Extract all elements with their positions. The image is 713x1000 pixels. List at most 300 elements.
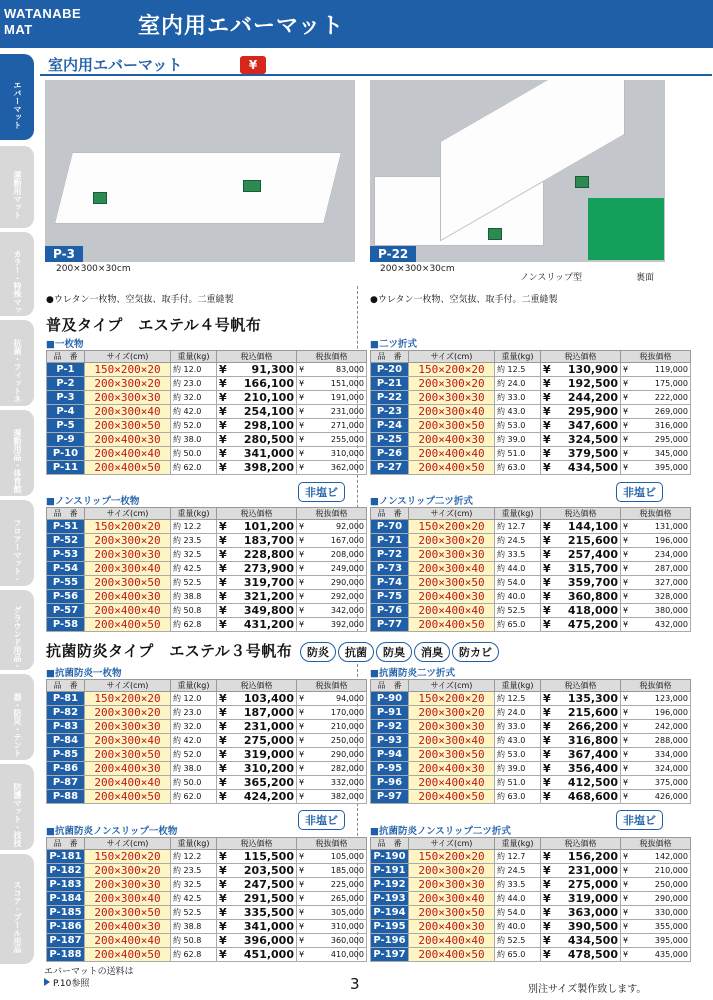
column-header-notax: 税抜価格 xyxy=(621,508,691,520)
size-cell: 200×400×40 xyxy=(85,934,171,948)
photo-tag: P-22 xyxy=(370,246,416,262)
tax-price-cell xyxy=(541,548,621,562)
yen-symbol: ¥ xyxy=(543,618,551,631)
yen-symbol: ¥ xyxy=(219,734,227,747)
table-row xyxy=(371,433,691,447)
price-value: 319,000 xyxy=(567,892,618,905)
table-row xyxy=(371,548,691,562)
column-header-tax: 税込価格 xyxy=(541,838,621,850)
price-value: 215,600 xyxy=(567,534,618,547)
notax-price-cell xyxy=(297,748,367,762)
price-value: 349,800 xyxy=(243,604,294,617)
table-row xyxy=(371,405,691,419)
price-value: 434,500 xyxy=(567,461,618,474)
yen-symbol: ¥ xyxy=(623,792,629,801)
yen-symbol: ¥ xyxy=(299,764,305,773)
sidebar-tab[interactable]: エバーマット xyxy=(0,54,34,140)
yen-symbol: ¥ xyxy=(623,578,629,587)
tax-price-cell xyxy=(541,934,621,948)
notax-price-cell xyxy=(621,920,691,934)
yen-symbol: ¥ xyxy=(299,736,305,745)
tax-price-cell xyxy=(217,934,297,948)
table-row xyxy=(371,948,691,962)
notax-price-cell xyxy=(297,618,367,632)
yen-symbol: ¥ xyxy=(219,377,227,390)
product-code: P-9 xyxy=(47,433,85,447)
notax-price-cell xyxy=(297,548,367,562)
column-header-tax: 税込価格 xyxy=(541,351,621,363)
tax-price-cell xyxy=(541,948,621,962)
table-row xyxy=(47,461,367,475)
column-header-code: 品 番 xyxy=(47,838,85,850)
product-code: P-70 xyxy=(371,520,409,534)
size-cell: 200×300×20 xyxy=(85,864,171,878)
price-value: 342,000 xyxy=(330,606,364,615)
tax-price-cell xyxy=(541,734,621,748)
tax-price-cell xyxy=(217,748,297,762)
size-cell: 200×400×40 xyxy=(409,604,495,618)
product-code: P-97 xyxy=(371,790,409,804)
product-code: P-52 xyxy=(47,534,85,548)
column-header-size: サイズ(cm) xyxy=(85,508,171,520)
price-value: 92,000 xyxy=(336,522,364,531)
price-value: 334,000 xyxy=(654,750,688,759)
product-code: P-96 xyxy=(371,776,409,790)
yen-symbol: ¥ xyxy=(299,421,305,430)
sidebar-tab[interactable]: グラウンド用品・ xyxy=(0,590,34,670)
notax-price-cell xyxy=(621,590,691,604)
notax-price-cell xyxy=(621,618,691,632)
price-value: 250,000 xyxy=(330,736,364,745)
size-cell: 200×300×50 xyxy=(85,419,171,433)
table-row xyxy=(47,377,367,391)
tax-price-cell xyxy=(217,762,297,776)
price-value: 101,200 xyxy=(243,520,294,533)
tax-price-cell xyxy=(541,762,621,776)
price-value: 292,000 xyxy=(330,592,364,601)
price-value: 123,000 xyxy=(654,694,688,703)
weight-cell: 約 38.0 xyxy=(171,433,217,447)
size-cell: 200×300×20 xyxy=(85,377,171,391)
weight-cell: 約 42.0 xyxy=(171,405,217,419)
yen-symbol: ¥ xyxy=(299,620,305,629)
price-value: 273,900 xyxy=(243,562,294,575)
column-header-size: サイズ(cm) xyxy=(409,508,495,520)
yen-symbol: ¥ xyxy=(219,748,227,761)
weight-cell: 約 38.0 xyxy=(171,762,217,776)
yen-symbol: ¥ xyxy=(543,363,551,376)
product-code: P-51 xyxy=(47,520,85,534)
notax-price-cell xyxy=(297,934,367,948)
price-value: 395,000 xyxy=(654,463,688,472)
notax-price-cell xyxy=(297,576,367,590)
column-header-weight: 重量(kg) xyxy=(171,838,217,850)
table-row xyxy=(47,447,367,461)
tax-price-cell xyxy=(217,590,297,604)
price-value: 424,200 xyxy=(243,790,294,803)
notax-price-cell xyxy=(621,363,691,377)
weight-cell: 約 12.7 xyxy=(495,520,541,534)
yen-symbol: ¥ xyxy=(623,620,629,629)
price-value: 119,000 xyxy=(654,365,688,374)
size-cell: 200×300×40 xyxy=(409,734,495,748)
column-header-tax: 税込価格 xyxy=(541,680,621,692)
column-header-notax: 税抜価格 xyxy=(297,508,367,520)
size-cell: 200×300×40 xyxy=(85,892,171,906)
price-value: 250,000 xyxy=(654,880,688,889)
notax-price-cell xyxy=(621,419,691,433)
price-value: 316,800 xyxy=(567,734,618,747)
yen-symbol: ¥ xyxy=(543,878,551,891)
size-cell: 200×400×30 xyxy=(409,433,495,447)
yen-symbol: ¥ xyxy=(219,391,227,404)
size-cell: 200×400×30 xyxy=(409,920,495,934)
yen-symbol: ¥ xyxy=(623,764,629,773)
tax-price-cell xyxy=(217,548,297,562)
size-cell: 200×300×40 xyxy=(409,892,495,906)
price-value: 210,100 xyxy=(243,391,294,404)
tax-price-cell xyxy=(217,419,297,433)
table-row xyxy=(47,391,367,405)
weight-cell: 約 43.0 xyxy=(495,734,541,748)
price-value: 335,500 xyxy=(243,906,294,919)
price-value: 295,900 xyxy=(567,405,618,418)
weight-cell: 約 52.5 xyxy=(495,604,541,618)
notax-price-cell xyxy=(297,864,367,878)
price-value: 244,200 xyxy=(567,391,618,404)
column-header-size: サイズ(cm) xyxy=(85,838,171,850)
product-code: P-84 xyxy=(47,734,85,748)
size-cell: 200×400×50 xyxy=(85,948,171,962)
weight-cell: 約 43.0 xyxy=(495,405,541,419)
yen-symbol: ¥ xyxy=(543,604,551,617)
yen-symbol: ¥ xyxy=(299,722,305,731)
table-row xyxy=(47,906,367,920)
table-row xyxy=(371,419,691,433)
weight-cell: 約 42.5 xyxy=(171,562,217,576)
size-cell: 200×400×40 xyxy=(85,604,171,618)
notax-price-cell xyxy=(297,391,367,405)
price-value: 328,000 xyxy=(654,592,688,601)
price-value: 347,600 xyxy=(567,419,618,432)
weight-cell: 約 54.0 xyxy=(495,576,541,590)
table-row xyxy=(47,892,367,906)
table-row xyxy=(47,864,367,878)
notax-price-cell xyxy=(297,377,367,391)
price-value: 341,000 xyxy=(243,920,294,933)
table-title: ■抗菌防炎二ツ折式 xyxy=(370,668,455,679)
product-code: P-71 xyxy=(371,534,409,548)
product-code: P-57 xyxy=(47,604,85,618)
weight-cell: 約 24.0 xyxy=(495,377,541,391)
yen-symbol: ¥ xyxy=(299,792,305,801)
notax-price-cell xyxy=(621,405,691,419)
product-code: P-195 xyxy=(371,920,409,934)
tax-price-cell xyxy=(541,776,621,790)
sidebar-tab[interactable]: 抗菌・フィットネ xyxy=(0,320,34,406)
table-row xyxy=(47,706,367,720)
sidebar-tab[interactable]: 運動用マット xyxy=(0,146,34,228)
price-table xyxy=(370,837,691,962)
yen-symbol: ¥ xyxy=(299,578,305,587)
size-cell: 150×200×20 xyxy=(85,520,171,534)
notax-price-cell xyxy=(621,864,691,878)
price-value: 266,200 xyxy=(567,720,618,733)
notax-price-cell xyxy=(621,433,691,447)
price-table xyxy=(46,350,367,475)
section-title: 室内用エバーマット xyxy=(48,56,183,74)
yen-symbol: ¥ xyxy=(299,936,305,945)
column-header-weight: 重量(kg) xyxy=(495,838,541,850)
size-cell: 200×400×30 xyxy=(85,433,171,447)
tax-price-cell xyxy=(217,461,297,475)
tax-price-cell xyxy=(541,864,621,878)
yen-symbol: ¥ xyxy=(299,379,305,388)
notax-price-cell xyxy=(297,762,367,776)
product-code: P-1 xyxy=(47,363,85,377)
yen-symbol: ¥ xyxy=(299,449,305,458)
weight-cell: 約 12.5 xyxy=(495,692,541,706)
notax-price-cell xyxy=(621,748,691,762)
notax-price-cell xyxy=(297,419,367,433)
yen-symbol: ¥ xyxy=(623,880,629,889)
price-value: 319,700 xyxy=(243,576,294,589)
weight-cell: 約 53.0 xyxy=(495,748,541,762)
yen-symbol: ¥ xyxy=(299,592,305,601)
price-value: 360,800 xyxy=(567,590,618,603)
notax-price-cell xyxy=(621,520,691,534)
tax-price-cell xyxy=(217,892,297,906)
product-code: P-193 xyxy=(371,892,409,906)
size-cell: 200×300×40 xyxy=(409,405,495,419)
column-header-size: サイズ(cm) xyxy=(85,680,171,692)
yen-symbol: ¥ xyxy=(623,708,629,717)
size-cell: 200×400×40 xyxy=(85,776,171,790)
size-cell: 200×400×40 xyxy=(409,447,495,461)
yen-symbol: ¥ xyxy=(543,433,551,446)
notax-price-cell xyxy=(297,433,367,447)
table-title: ■ノンスリップ一枚物 xyxy=(46,496,140,507)
feature-pill: 消臭 xyxy=(414,642,450,662)
table-row xyxy=(371,520,691,534)
yen-symbol: ¥ xyxy=(299,564,305,573)
notax-price-cell xyxy=(621,934,691,948)
product-code: P-190 xyxy=(371,850,409,864)
table-row xyxy=(371,776,691,790)
price-value: 254,100 xyxy=(243,405,294,418)
tax-price-cell xyxy=(217,850,297,864)
price-value: 392,000 xyxy=(330,620,364,629)
size-cell: 200×400×50 xyxy=(85,790,171,804)
sidebar-tab[interactable]: 器・防災・テント xyxy=(0,674,34,760)
tax-price-cell xyxy=(541,461,621,475)
notax-price-cell xyxy=(297,461,367,475)
shipping-note-ref: P.10参照 xyxy=(44,978,134,990)
weight-cell: 約 63.0 xyxy=(495,461,541,475)
table-row xyxy=(47,604,367,618)
table-row xyxy=(371,864,691,878)
table-row xyxy=(47,748,367,762)
product-code: P-58 xyxy=(47,618,85,632)
notax-price-cell xyxy=(297,363,367,377)
yen-symbol: ¥ xyxy=(623,365,629,374)
table-row xyxy=(371,706,691,720)
yen-symbol: ¥ xyxy=(543,864,551,877)
tax-price-cell xyxy=(541,590,621,604)
table-title: ■抗菌防炎ノンスリップ一枚物 xyxy=(46,826,178,837)
tax-price-cell xyxy=(541,520,621,534)
size-cell: 200×300×30 xyxy=(85,548,171,562)
table-row xyxy=(47,618,367,632)
yen-symbol: ¥ xyxy=(623,736,629,745)
weight-cell: 約 32.5 xyxy=(171,548,217,562)
yen-symbol: ¥ xyxy=(623,463,629,472)
yen-symbol: ¥ xyxy=(623,778,629,787)
custom-size-note: 別注サイズ製作致します。 xyxy=(528,984,647,995)
weight-cell: 約 33.5 xyxy=(495,878,541,892)
tax-price-cell xyxy=(541,363,621,377)
size-cell: 200×300×50 xyxy=(409,748,495,762)
product-code: P-194 xyxy=(371,906,409,920)
size-cell: 200×300×50 xyxy=(85,576,171,590)
yen-symbol: ¥ xyxy=(219,562,227,575)
product-code: P-81 xyxy=(47,692,85,706)
yen-symbol: ¥ xyxy=(219,363,227,376)
weight-cell: 約 40.0 xyxy=(495,590,541,604)
size-cell: 200×300×30 xyxy=(409,878,495,892)
price-value: 359,700 xyxy=(567,576,618,589)
size-cell: 200×300×40 xyxy=(409,562,495,576)
product-code: P-27 xyxy=(371,461,409,475)
column-header-code: 品 番 xyxy=(371,351,409,363)
price-value: 115,500 xyxy=(243,850,294,863)
weight-cell: 約 51.0 xyxy=(495,447,541,461)
price-value: 298,100 xyxy=(243,419,294,432)
product-code: P-94 xyxy=(371,748,409,762)
column-header-notax: 税抜価格 xyxy=(297,680,367,692)
product-code: P-20 xyxy=(371,363,409,377)
notax-price-cell xyxy=(297,906,367,920)
yen-symbol: ¥ xyxy=(543,850,551,863)
size-cell: 150×200×20 xyxy=(85,850,171,864)
column-header-weight: 重量(kg) xyxy=(495,508,541,520)
weight-cell: 約 40.0 xyxy=(495,920,541,934)
price-value: 196,000 xyxy=(654,536,688,545)
notax-price-cell xyxy=(621,534,691,548)
yen-symbol: ¥ xyxy=(543,948,551,961)
size-cell: 200×400×50 xyxy=(85,618,171,632)
brand-logo xyxy=(4,6,81,38)
product-code: P-23 xyxy=(371,405,409,419)
price-value: 435,000 xyxy=(654,950,688,959)
notax-price-cell xyxy=(297,920,367,934)
price-value: 142,000 xyxy=(654,852,688,861)
tax-price-cell xyxy=(541,405,621,419)
column-header-code: 品 番 xyxy=(371,838,409,850)
price-value: 265,000 xyxy=(330,894,364,903)
price-value: 192,500 xyxy=(567,377,618,390)
weight-cell: 約 53.0 xyxy=(495,419,541,433)
table-row xyxy=(371,377,691,391)
product-code: P-24 xyxy=(371,419,409,433)
table-row xyxy=(47,762,367,776)
sidebar-tab[interactable]: カラー・特殊マッ xyxy=(0,232,34,316)
price-value: 319,000 xyxy=(243,748,294,761)
non-pvc-badge: 非塩ビ xyxy=(616,482,663,502)
price-table xyxy=(370,350,691,475)
notax-price-cell xyxy=(621,377,691,391)
yen-symbol: ¥ xyxy=(299,365,305,374)
weight-cell: 約 54.0 xyxy=(495,906,541,920)
weight-cell: 約 50.8 xyxy=(171,604,217,618)
size-cell: 200×300×50 xyxy=(409,419,495,433)
product-code: P-56 xyxy=(47,590,85,604)
table-row xyxy=(371,604,691,618)
weight-cell: 約 32.0 xyxy=(171,391,217,405)
yen-symbol: ¥ xyxy=(623,750,629,759)
product-code: P-82 xyxy=(47,706,85,720)
price-value: 316,000 xyxy=(654,421,688,430)
size-cell: 200×300×20 xyxy=(409,706,495,720)
yen-symbol: ¥ xyxy=(219,405,227,418)
weight-cell: 約 62.0 xyxy=(171,461,217,475)
tax-price-cell xyxy=(541,692,621,706)
weight-cell: 約 52.5 xyxy=(495,934,541,948)
weight-cell: 約 23.5 xyxy=(171,864,217,878)
column-header-code: 品 番 xyxy=(47,351,85,363)
yen-symbol: ¥ xyxy=(543,892,551,905)
yen-symbol: ¥ xyxy=(219,461,227,474)
price-value: 398,200 xyxy=(243,461,294,474)
yen-symbol: ¥ xyxy=(299,694,305,703)
table-row xyxy=(47,720,367,734)
weight-cell: 約 38.8 xyxy=(171,920,217,934)
size-cell: 200×400×30 xyxy=(85,920,171,934)
price-value: 242,000 xyxy=(654,722,688,731)
tax-price-cell xyxy=(217,776,297,790)
table-row xyxy=(371,576,691,590)
mat-handle-icon xyxy=(488,228,502,240)
sidebar-tab[interactable]: スコア・プール用品 xyxy=(0,854,34,964)
yen-symbol: ¥ xyxy=(623,536,629,545)
yen-symbol: ¥ xyxy=(623,379,629,388)
size-cell: 200×300×50 xyxy=(85,748,171,762)
tax-price-cell xyxy=(541,706,621,720)
sidebar-tab[interactable]: フロアーマット・ xyxy=(0,500,34,586)
notax-price-cell xyxy=(621,391,691,405)
notax-price-cell xyxy=(621,447,691,461)
price-value: 360,000 xyxy=(330,936,364,945)
column-header-size: サイズ(cm) xyxy=(85,351,171,363)
sidebar-tab[interactable]: 防護マット・技技 xyxy=(0,764,34,850)
yen-symbol: ¥ xyxy=(543,562,551,575)
yen-symbol: ¥ xyxy=(219,864,227,877)
column-header-notax: 税抜価格 xyxy=(297,838,367,850)
price-value: 210,000 xyxy=(330,722,364,731)
price-value: 310,000 xyxy=(330,922,364,931)
weight-cell: 約 62.8 xyxy=(171,618,217,632)
yen-symbol: ¥ xyxy=(543,692,551,705)
yen-symbol: ¥ xyxy=(219,720,227,733)
yen-symbol: ¥ xyxy=(219,447,227,460)
table-row xyxy=(47,776,367,790)
size-cell: 200×300×40 xyxy=(85,562,171,576)
size-cell: 200×300×40 xyxy=(85,405,171,419)
sidebar-tab[interactable]: 運動用品・体育館 xyxy=(0,410,34,496)
weight-cell: 約 12.5 xyxy=(495,363,541,377)
weight-cell: 約 12.2 xyxy=(171,520,217,534)
yen-symbol: ¥ xyxy=(219,604,227,617)
